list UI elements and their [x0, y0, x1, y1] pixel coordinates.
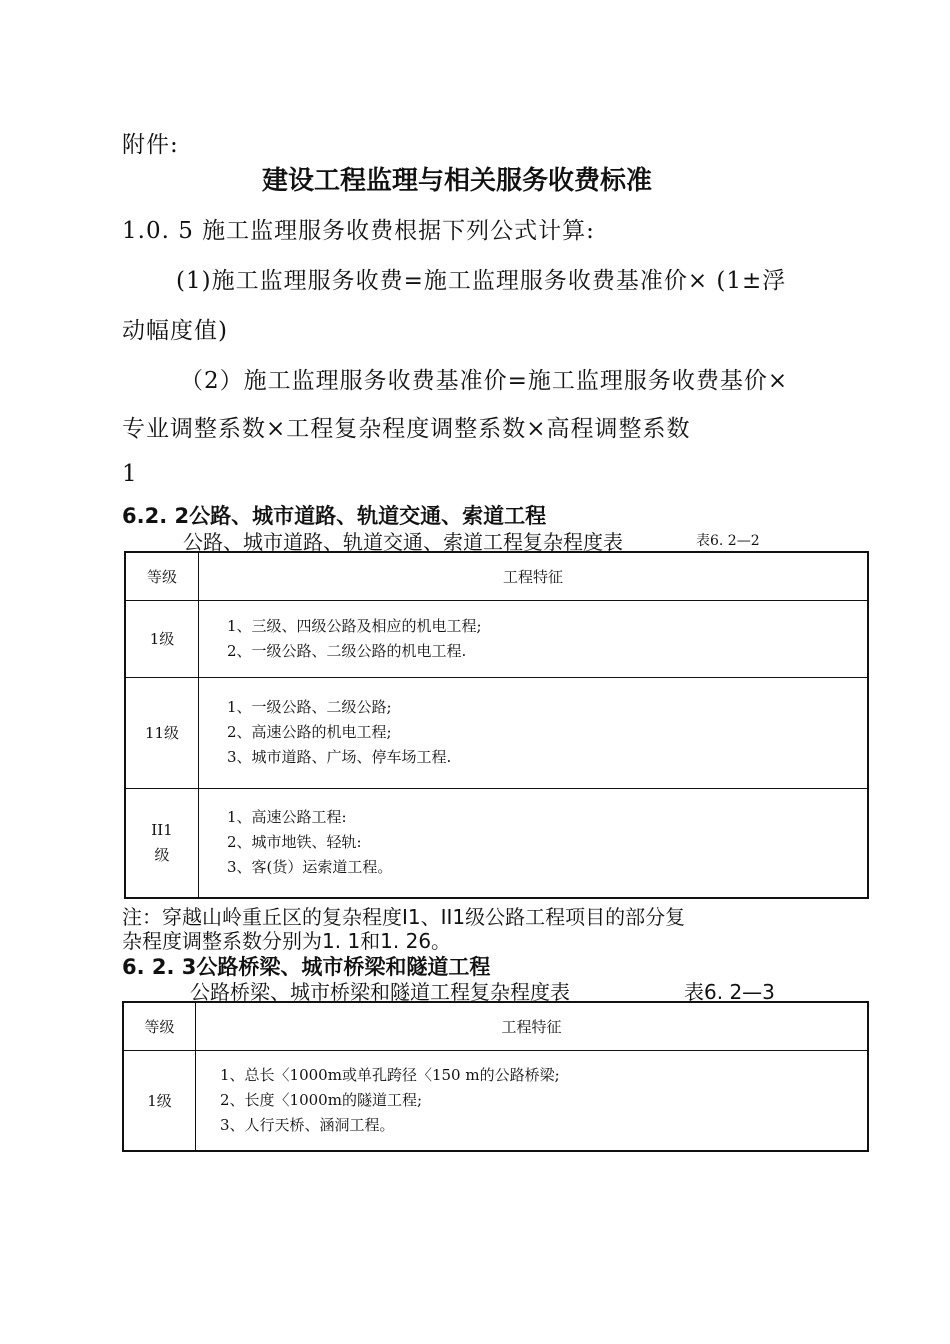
table-caption-6-2-2: 公路、城市道路、轨道交通、索道工程复杂程度表 — [183, 530, 623, 554]
table-row — [125, 600, 868, 677]
section-heading-6-2-2: 6.2. 2公路、城市道路、轨道交通、索道工程 — [122, 504, 547, 528]
table-note-line-2: 杂程度调整系数分别为1. 1和1. 26。 — [122, 929, 452, 953]
row-level: 1级 — [125, 600, 199, 677]
feature-line: 2、一级公路、二级公路的机电工程. — [227, 641, 467, 660]
table-caption-6-2-3: 公路桥梁、城市桥梁和隧道工程复杂程度表 — [190, 980, 570, 1004]
table-row — [125, 677, 868, 788]
table-number-6-2-3: 表6. 2—3 — [684, 980, 775, 1004]
feature-line: 2、长度〈1000m的隧道工程; — [220, 1090, 422, 1109]
table-row — [123, 1050, 868, 1151]
feature-line: 3、客(货）运索道工程。 — [227, 858, 393, 877]
header-feature: 工程特征 — [199, 552, 869, 600]
row-features — [199, 600, 869, 677]
formula-1-line-1: (1)施工监理服务收费=施工监理服务收费基准价× (1±浮 — [176, 268, 787, 294]
header-feature: 工程特征 — [196, 1002, 869, 1050]
row-features — [199, 677, 869, 788]
row-level: 1级 — [123, 1050, 196, 1151]
row-level-line-1: II1 — [151, 820, 173, 839]
stray-number: 1 — [122, 461, 138, 487]
complexity-table-6-2-3 — [122, 1001, 869, 1152]
formula-1-line-2: 动幅度值) — [122, 318, 228, 344]
feature-line: 1、一级公路、二级公路; — [227, 698, 392, 716]
table-number-6-2-2: 表6. 2—2 — [696, 533, 760, 549]
header-level: 等级 — [123, 1002, 196, 1050]
feature-line: 3、人行天桥、涵洞工程。 — [220, 1115, 395, 1134]
feature-line: 2、城市地铁、轻轨: — [227, 833, 362, 852]
row-features — [196, 1050, 869, 1151]
attachment-label: 附件: — [122, 132, 179, 158]
feature-line: 1、高速公路工程: — [227, 808, 347, 827]
feature-line: 2、高速公路的机电工程; — [227, 723, 392, 741]
row-level — [125, 788, 199, 898]
table-header-row — [123, 1002, 868, 1050]
table-note-line-1: 注：穿越山岭重丘区的复杂程度I1、II1级公路工程项目的部分复 — [122, 905, 686, 929]
feature-line: 1、三级、四级公路及相应的机电工程; — [227, 616, 482, 635]
complexity-table-6-2-2 — [124, 551, 869, 899]
row-features — [199, 788, 869, 898]
table-row — [125, 788, 868, 898]
table-header-row — [125, 552, 868, 600]
clause-text: 1.0. 5 施工监理服务收费根据下列公式计算: — [122, 218, 595, 244]
formula-2-line-1: （2）施工监理服务收费基准价=施工监理服务收费基价× — [180, 368, 789, 394]
row-level: 11级 — [125, 677, 199, 788]
feature-line: 3、城市道路、广场、停车场工程. — [227, 748, 452, 766]
feature-line: 1、总长〈1000m或单孔跨径〈150 m的公路桥梁; — [220, 1065, 560, 1084]
document-title: 建设工程监理与相关服务收费标准 — [262, 166, 653, 196]
header-level: 等级 — [125, 552, 199, 600]
row-level-line-2: 级 — [154, 845, 170, 864]
formula-2-line-2: 专业调整系数×工程复杂程度调整系数×高程调整系数 — [122, 416, 691, 442]
section-heading-6-2-3: 6. 2. 3公路桥梁、城市桥梁和隧道工程 — [122, 955, 491, 979]
